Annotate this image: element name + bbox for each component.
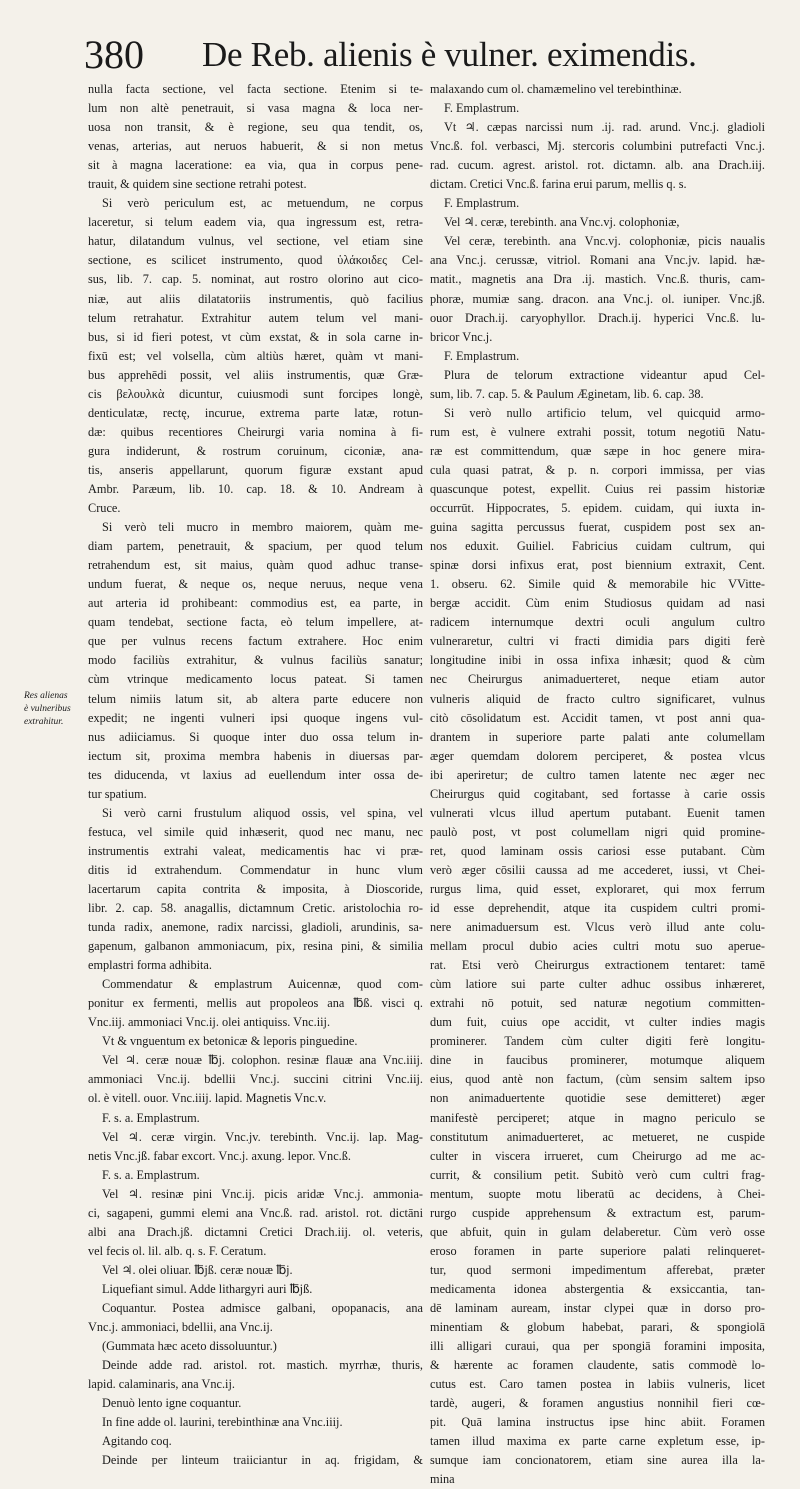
text-line: que per vulnus recens factum extrahere. Hoc enim [88, 634, 423, 649]
text-line: dictam. Cretici Vnc.ß. farina erui parum, mellis q. s. [430, 177, 687, 192]
text-line: Ambr. Paræum, lib. 10. cap. 18. & 10. Andream à [88, 481, 423, 496]
text-line: extrahi nō potuit, sed naturæ negotium committen- [430, 996, 765, 1011]
text-line: Vnc.j. ammoniaci, bdellii, ana Vnc.ij. [88, 1320, 273, 1335]
text-line: paulò post, vt post columellam nigri quid promine- [430, 824, 765, 839]
text-line: Deinde per linteum traiiciantur in aq. frigidam, & [102, 1453, 423, 1468]
text-line: occurrūt. Hippocrates, 5. epidem. cuidam, qui iuxta in- [430, 501, 765, 516]
text-line: netis Vnc.jß. fabar excort. Vnc.j. axung. lepor. Vnc.ß. [88, 1148, 351, 1163]
text-line: non animaduertente quotidie sese demitteret) æger [430, 1091, 765, 1106]
text-line: tis, anseris appellarunt, quorum figuræ exstant apud [88, 462, 423, 477]
text-line: tur, quod sermoni impedimentum afferebat, præter [430, 1262, 765, 1277]
text-line: bus apprehēdi possit, vel aliis instrumentis, quæ Græ- [88, 367, 423, 382]
text-line: Vel ♃. olei oliuar. ℔jß. ceræ nouæ ℔j. [102, 1262, 293, 1277]
text-line: culter in viscera irrueret, cum Cheirurgo ad me ac- [430, 1148, 765, 1163]
text-line: prominerer. Tandem cùm culter digiti ferè longitu- [430, 1034, 765, 1049]
text-line: nec Cheirurgus animaduerteret, neque etiam autor [430, 672, 765, 687]
text-line: retrahendum est, sit maius, quàm quod adhuc transe- [88, 558, 423, 573]
text-line: Si verò carni frustulum aliquod ossis, vel spina, vel [102, 805, 423, 820]
text-line: bus, si id fieri potest, vt cùm exstat, & in sola carne in- [88, 329, 423, 344]
text-line: libr. 2. cap. 58. anagallis, dictamnum Cretic. aristolochia ro- [88, 901, 423, 916]
text-line: undum fuerat, & neque os, neque neruus, neque vena [88, 577, 423, 592]
text-line: radicem internumque dextri oculi angulum cultro [430, 615, 765, 630]
text-line: malaxando cum ol. chamæmelino vel terebinthinæ. [430, 82, 682, 96]
text-line: Plura de telorum extractione videantur apud Cel- [444, 367, 765, 382]
text-line: ana Vnc.j. cerussæ, vitriol. Romani ana Vnc.jv. lapid. hæ- [430, 253, 765, 268]
text-line: niæ, aut aliis dilatatoriis instrumentis, quò facilius [88, 291, 423, 306]
text-line: que abfuit, quin in gulam delaberetur. Cùm verò osse [430, 1224, 765, 1239]
text-line: rat. Etsi verò Cheirurgus extractionem tentaret: tamē [430, 958, 765, 973]
text-line: nos eduxit. Guiliel. Fabricius cuidam cultrum, qui [430, 539, 765, 554]
text-line: cùm vtrinque medicamento locus pateat. Si tamen [88, 672, 423, 687]
text-line: Commendatur & emplastrum Auicennæ, quod com- [102, 977, 423, 992]
text-line: F. s. a. Emplastrum. [102, 1110, 200, 1125]
text-line: matit., magnetis ana Dra .ij. mastich. Vnc.ß. thuris, cam- [430, 272, 765, 287]
text-line: manifestè perciperet; atque in magno periculo se [430, 1110, 765, 1125]
text-line: bergæ accidit. Cùm enim Studiosus quidam ad nasi [430, 596, 765, 611]
text-line: rum est, è vulnere extrahi possit, totum negotiū Natu- [430, 424, 765, 439]
text-line: In fine adde ol. laurini, terebinthinæ ana Vnc.iiij. [102, 1415, 343, 1430]
text-line: denticulatæ, rectę, incurue, extrema parte latæ, rotun- [88, 405, 423, 420]
text-line: rurgo cuspide apprehensum & extractum est, parum- [430, 1205, 765, 1220]
text-line: ci, sagapeni, gummi elemi ana Vnc.ß. rad. aristol. rot. dictāni [88, 1205, 423, 1220]
text-line: dine in faucibus prominerer, motumque aliquem [430, 1053, 765, 1068]
page-number: 380 [84, 32, 144, 77]
text-line: sus, lib. 7. cap. 5. nominat, aut rostro olorino aut cico- [88, 272, 423, 287]
text-line: longitudine inibi in ossa infixa inhæsit; quod & cùm [430, 653, 765, 668]
text-line: modo faciliùs extrahitur, & vulnus faciliùs sanatur; [88, 653, 423, 668]
text-line: tardè, augeri, & foramen angustius nonnihil fieri cœ- [430, 1396, 765, 1411]
text-line: cis βελουλκὰ dicuntur, cuiusmodi sunt forcipes longè, [88, 386, 423, 401]
text-line: drantem in superiore parte palati ante columellam [430, 729, 765, 744]
text-line: mentum, suopte motu liberatū ac decidens, à Chei- [430, 1186, 765, 1201]
text-line: vulneraretur, cultri vi fracti dimidia pars digiti ferè [430, 634, 765, 649]
right-text-column [430, 80, 765, 1489]
text-line: ibi aperiretur; de cultro tamen latente nec æger nec [430, 767, 765, 782]
text-line: F. s. a. Emplastrum. [102, 1167, 200, 1182]
text-line: currit, & consilium petit. Subitò verò cum cultri frag- [430, 1167, 765, 1182]
marginal-note-line: è vulneribus [24, 704, 71, 714]
text-line: Vel ceræ, terebinth. ana Vnc.vj. colophoniæ, picis naualis [444, 234, 765, 249]
text-line: ditis id extrahendum. Commendatur in hunc vlum [88, 862, 423, 877]
text-line: sectione, es scilicet instrumento, quod ὑλάκοιδες Cel- [88, 253, 423, 268]
text-line: (Gummata hæc aceto dissoluuntur.) [102, 1339, 277, 1354]
text-line: festuca, vel simile quid inhæserit, quod nec manu, nec [88, 824, 423, 839]
text-line: vel fecis ol. lil. alb. q. s. F. Ceratum. [88, 1243, 267, 1258]
text-line: dē laminam auream, instar clypei quæ in dorso pro- [430, 1301, 765, 1315]
text-line: lacertarum capita contrita & imposita, à Dioscoride, [88, 881, 423, 896]
text-line: F. Emplastrum. [444, 101, 520, 116]
text-line: & hærente ac foramen claudente, satis commodè lo- [430, 1358, 765, 1373]
text-line: ouor Drach.ij. caryophyllor. Drach.ij. hyperici Vnc.ß. lu- [430, 310, 765, 325]
text-line: Cruce. [88, 501, 121, 516]
text-line: nere animaduersum est. Vlcus verò illud ante colu- [430, 920, 765, 935]
text-line: verò æger cōsilii caussa ad me accederet, iussi, vt Chei- [430, 862, 765, 877]
text-line: tamen illud maxima ex parte carne expletum esse, ip- [430, 1434, 765, 1449]
text-line: sum, lib. 7. cap. 5. & Paulum Æginetam, lib. 6. cap. 38. [430, 386, 704, 401]
text-line: citò cōsolidatum est. Accidit tamen, vt post anni qua- [430, 710, 765, 725]
text-line: tes diducenda, vt laxius ad euellendum inter ossa de- [88, 767, 423, 782]
text-line: Denuò lento igne coquantur. [102, 1396, 242, 1411]
text-line: F. Emplastrum. [444, 348, 520, 363]
text-line: telum nimiis latum sit, ab altera parte educere non [88, 691, 423, 706]
text-line: lum non altè penetrauit, si vasa magna & loca ner- [88, 101, 423, 116]
text-line: Vt ♃. cæpas narcissi num .ij. rad. arund. Vnc.j. gladioli [444, 120, 765, 135]
text-line: vulneris aliquid de fracto cultro significaret, vulnus [430, 691, 765, 706]
text-line: sit à magna laceratione: ea via, qua in corpus pene- [88, 158, 423, 173]
text-line: dæ: quibus recentiores Cheirurgi varia nomina à fi- [88, 424, 423, 439]
text-line: hatur, dilatandum vulnus, vel sectione, vel etiam sine [88, 234, 423, 249]
text-line: illi alligari curaui, qua per spongiā foramini imposita, [430, 1339, 765, 1354]
text-line: medicamenta idonea abstergentia & exsiccantia, tan- [430, 1281, 765, 1296]
text-line: ræ est committendum, quæ sæpe in hoc genere mira- [430, 443, 765, 458]
text-line: tunda radix, anemone, radix narcissi, gladioli, arundinis, sa- [88, 920, 423, 935]
text-line: ret, quod laminam ossis cariosi esse putabant. Cùm [430, 843, 765, 858]
text-line: Liquefiant simul. Adde lithargyri auri ℔jß. [102, 1281, 313, 1296]
text-line: phoræ, mumiæ sang. dracon. ana Vnc.j. ol. iuniper. Vnc.jß. [430, 291, 765, 306]
text-line: nulla facta sectione, vel facta sectione. Etenim si te- [88, 82, 423, 96]
text-line: gapenum, galbanon ammoniacum, pix, resina pini, & similia [88, 939, 423, 954]
text-line: ammoniaci Vnc.ij. bdellii Vnc.j. succini citrini Vnc.iij. [88, 1072, 423, 1087]
text-line: diam partem, penetrauit, & spacium, per quod telum [88, 539, 423, 554]
text-line: bricor Vnc.j. [430, 329, 493, 344]
text-line: mellam procul dubio acies cultri motu suo aperue- [430, 939, 765, 954]
text-line: rad. cucum. agrest. aristol. rot. dictamn. alb. ana Drach.iij. [430, 158, 765, 173]
text-line: tur spatium. [88, 786, 147, 801]
text-line: aut arteria id prohibeant: commodius est, ea parte, in [88, 596, 423, 611]
text-line: cùm latiore sui parte culter adhuc ossibus inhæreret, [430, 977, 765, 992]
marginal-note-line: extrahitur. [24, 717, 64, 727]
text-line: mina [430, 1472, 455, 1487]
text-line: Si verò teli mucro in membro maiorem, quàm me- [102, 520, 423, 535]
text-line: F. Emplastrum. [444, 196, 520, 211]
text-line: cula quasi patrat, & p. n. corpori immissa, per vias [430, 462, 765, 477]
left-text-column [88, 80, 423, 1470]
text-line: guina sagitta percussus fuerat, cuspidem post sex an- [430, 520, 765, 535]
text-line: Deinde adde rad. aristol. rot. mastich. myrrhæ, thuris, [102, 1358, 423, 1373]
text-line: Si verò periculum est, ac metuendum, ne corpus [102, 196, 423, 211]
text-line: quam tendebat, sectione facta, eò telum impellere, at- [88, 615, 423, 630]
text-line: lapid. calaminaris, ana Vnc.ij. [88, 1377, 235, 1392]
text-line: laceretur, si telum eadem via, qua ingressum est, retra- [88, 215, 423, 230]
text-line: albi ana Drach.jß. dictamni Cretici Drach.iij. ol. veteris, [88, 1224, 423, 1239]
text-line: Vnc.iij. ammoniaci Vnc.ij. olei antiquiss. Vnc.iij. [88, 1015, 331, 1030]
text-line: cutus est. Caro tamen postea in labiis vulneris, licet [430, 1377, 765, 1392]
text-line: quascunque potest, expellit. Cuius rei passim historiæ [430, 481, 765, 496]
text-line: emplastri forma adhibita. [88, 958, 212, 973]
text-line: ponitur ex fermenti, mellis aut propoleos ana ℔ß. visci q. [88, 996, 423, 1011]
text-line: vulnerati vlcus illud apertum putabant. Euenit tamen [430, 805, 765, 820]
text-line: Vt & vnguentum ex betonicæ & leporis pinguedine. [102, 1034, 358, 1049]
text-line: minentiam & globum habebat, parari, & spongiolā [430, 1320, 765, 1335]
text-line: instrumentis extrahi valeat, medicamentis hac vi præ- [88, 843, 423, 858]
text-line: ol. è vitell. ouor. Vnc.iiij. lapid. Magnetis Vnc.v. [88, 1091, 327, 1106]
text-line: Coquantur. Postea admisce galbani, opopanacis, ana [102, 1301, 423, 1315]
text-line: rurgus lima, quid esset, exploraret, qui mox ferrum [430, 881, 765, 896]
text-line: Vel ♃. ceræ virgin. Vnc.jv. terebinth. Vnc.ij. lap. Mag- [102, 1129, 423, 1144]
text-line: fixū est; vel volsella, cùm altiùs hæret, quàm vt mani- [88, 348, 423, 363]
text-line: Cheirurgus quid cogitabant, sed fortasse à carie ossis [430, 786, 765, 801]
text-line: venas, arterias, aut neruos habuerit, & si non metus [88, 139, 423, 154]
text-line: 1. obseru. 62. Simile quid & memorabile hic VVitte- [430, 577, 765, 592]
marginal-note [24, 690, 86, 729]
text-line: pit. Quā lamina instructus ipse hinc abiit. Foramen [430, 1415, 765, 1430]
text-line: Si verò nullo artificio telum, vel quicquid armo- [444, 405, 765, 420]
text-line: Agitando coq. [102, 1434, 172, 1449]
text-line: sumque iam concionatorem, etiam sine aurea illa la- [430, 1453, 765, 1468]
text-line: spinæ dorsi infixus erat, post biennium extraxit, Cent. [430, 558, 765, 573]
text-line: eroso foramen in parte superiore palati relinqueret- [430, 1243, 765, 1258]
text-line: gura indiderunt, & rostrum coruinum, ciconiæ, ana- [88, 443, 423, 458]
text-line: eius, quod antè non factum, (cùm sensim saltem ipso [430, 1072, 765, 1087]
text-line: expedit; ne ingenti vulneri ipsi quoque ingens vul- [88, 710, 423, 725]
text-line: nus adiiciamus. Si quoque inter duo ossa telum in- [88, 729, 423, 744]
page-header [84, 30, 784, 80]
running-title: De Reb. alienis è vulner. eximendis. [202, 35, 697, 74]
text-line: Vel ♃. resinæ pini Vnc.ij. picis aridæ Vnc.j. ammonia- [102, 1186, 423, 1201]
text-line: Vel ♃. ceræ nouæ ℔j. colophon. resinæ flauæ ana Vnc.iiij. [102, 1053, 423, 1068]
text-line: iectum sit, proxima membra habenis in diuersas par- [88, 748, 423, 763]
text-line: Vel ♃. ceræ, terebinth. ana Vnc.vj. colophoniæ, [444, 215, 680, 230]
text-line: telum retrahatur. Extrahitur autem telum vel mani- [88, 310, 423, 325]
text-line: constitutum animaduerteret, ac metueret, ne cuspide [430, 1129, 765, 1144]
text-line: æger quemdam dolorem perciperet, & postea vlcus [430, 748, 765, 763]
text-line: dum fuit, cuius ope accidit, vt culter indies magis [430, 1015, 765, 1030]
text-line: trauit, & quidem sine sectione retrahi potest. [88, 177, 307, 192]
text-line: id esse deprehendit, atque ita cuspidem cultri promi- [430, 901, 765, 916]
text-line: uosa non transit, & è regione, seu qua tendit, os, [88, 120, 423, 135]
text-line: Vnc.ß. fol. verbasci, Mj. stercoris columbini putrefacti Vnc.j. [430, 139, 765, 154]
marginal-note-line: Res alienas [24, 691, 68, 701]
